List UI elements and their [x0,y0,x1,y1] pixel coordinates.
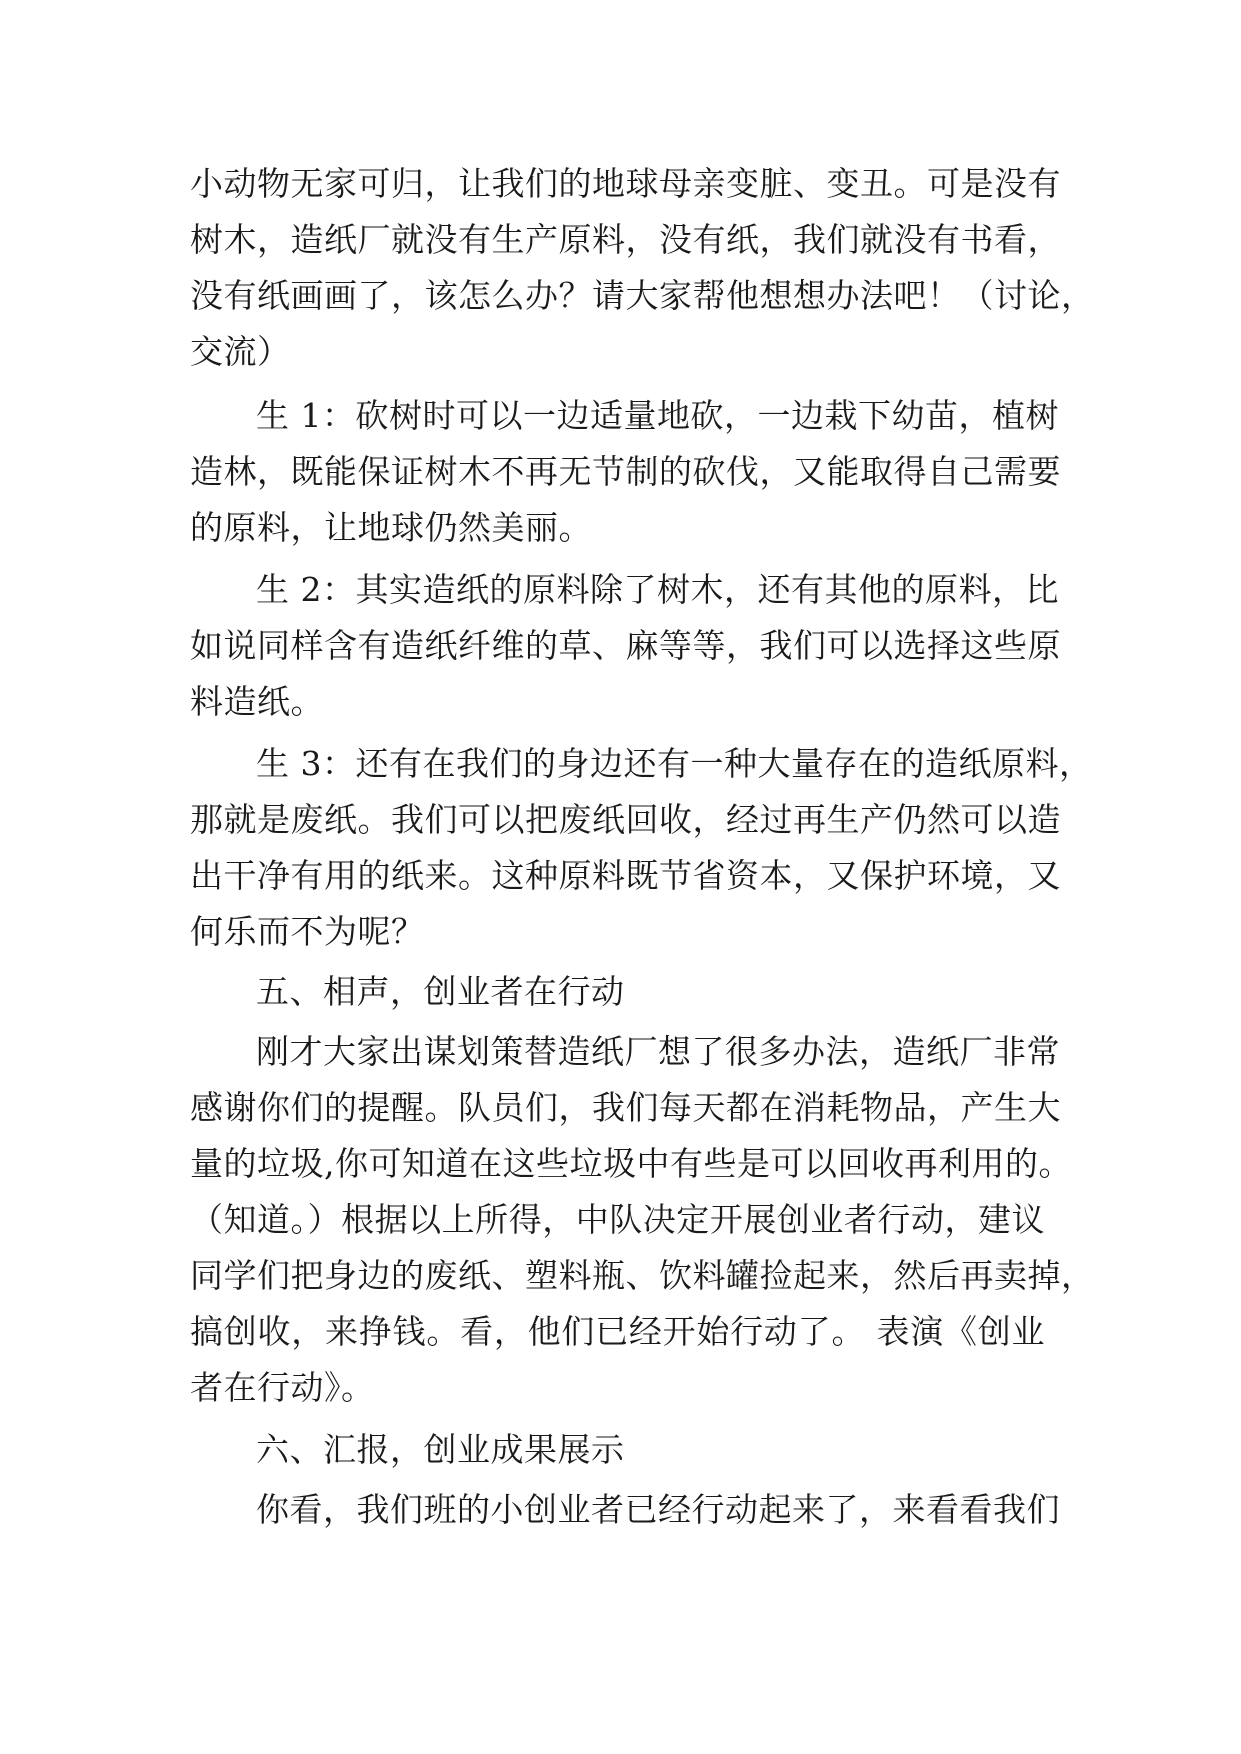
paragraph-first-line: 生 1：砍树时可以一边适量地砍，一边栽下幼苗，植树 [256,396,1059,435]
text-line: （知道。）根据以上所得，中队决定开展创业者行动，建议 [190,1200,1045,1239]
text-line: 出干净有用的纸来。这种原料既节省资本，又保护环境，又 [190,856,1061,895]
section-heading: 六、汇报，创业成果展示 [256,1430,625,1469]
paragraph-first-line: 刚才大家出谋划策替造纸厂想了很多办法，造纸厂非常 [256,1032,1060,1071]
text-line: 料造纸。 [190,682,324,721]
text-line: 者在行动》。 [190,1368,375,1407]
paragraph-first-line: 生 3：还有在我们的身边还有一种大量存在的造纸原料， [256,744,1093,783]
paragraph-first-line: 你看，我们班的小创业者已经行动起来了，来看看我们 [256,1490,1060,1529]
text-line: 感谢你们的提醒。队员们，我们每天都在消耗物品，产生大 [190,1088,1061,1127]
text-line: 那就是废纸。我们可以把废纸回收，经过再生产仍然可以造 [190,800,1061,839]
text-line: 树木，造纸厂就没有生产原料，没有纸，我们就没有书看， [190,220,1061,259]
text-line: 量的垃圾,你可知道在这些垃圾中有些是可以回收再利用的。 [190,1144,1072,1183]
text-line: 如说同样含有造纸纤维的草、麻等等，我们可以选择这些原 [190,626,1061,665]
text-line: 搞创收，来挣钱。看，他们已经开始行动了。 表演《创业 [190,1312,1045,1351]
text-line: 交流） [190,332,291,371]
section-heading: 五、相声，创业者在行动 [256,972,625,1011]
text-line: 没有纸画画了，该怎么办？请大家帮他想想办法吧！（讨论， [190,276,1095,315]
paragraph-first-line: 生 2：其实造纸的原料除了树木，还有其他的原料，比 [256,570,1059,609]
text-line: 同学们把身边的废纸、塑料瓶、饮料罐捡起来，然后再卖掉， [190,1256,1095,1295]
text-line: 造林，既能保证树木不再无节制的砍伐，又能取得自己需要 [190,452,1061,491]
text-line: 小动物无家可归，让我们的地球母亲变脏、变丑。可是没有 [190,164,1061,203]
text-line: 的原料，让地球仍然美丽。 [190,508,592,547]
text-line: 何乐而不为呢？ [190,912,425,951]
